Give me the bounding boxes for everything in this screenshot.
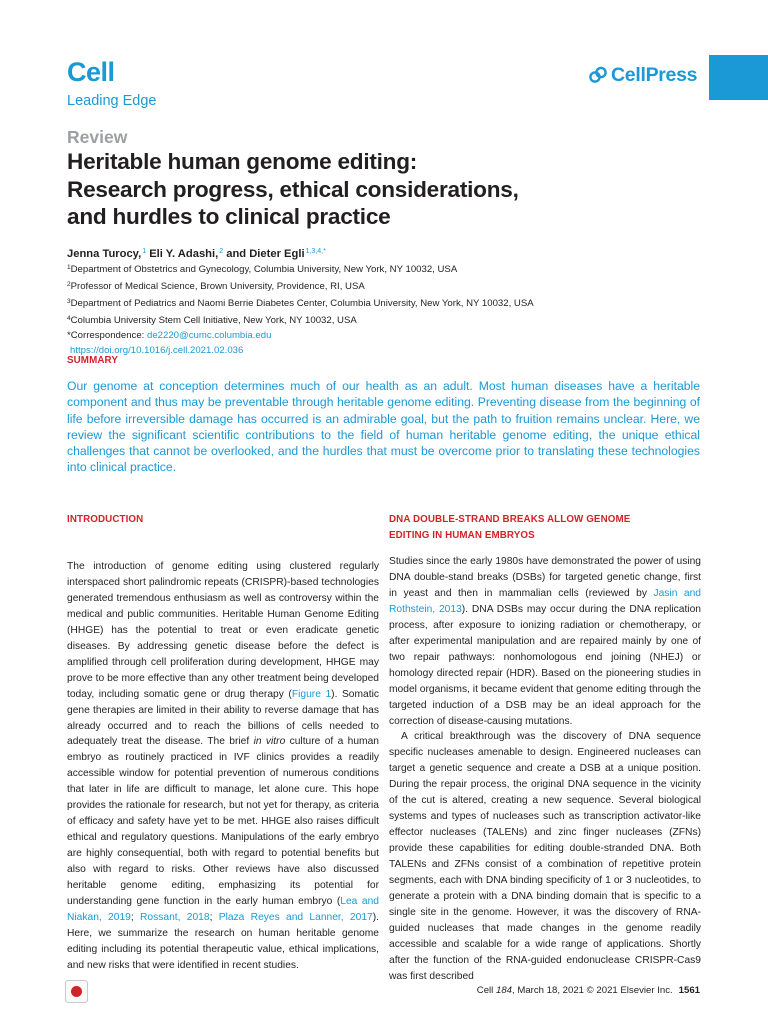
title-line: Research progress, ethical considerations, [67,176,519,202]
left-column [67,512,379,974]
summary-text: Our genome at conception determines much of our health as an adult. Most human diseases have a heritable component and thus may be preventable through heritable genome editing. Preventing disease from the beginning of life before irreversible damage has occurred is an admirable goal, but the path to fruition remains unclear. Here, we review the significant scientific contributions to the field of human heritable genome editing, the unique ethical challenges that cannot be overlooked, and the hurdles that must be overcome prior to translating these technologies into clinical practice. [67,379,700,475]
affiliation-sup: 3 [67,298,71,305]
affiliation-text: Columbia University Stem Cell Initiative, New York, NY 10032, USA [70,315,357,326]
affiliations [67,260,534,358]
figure-1-link[interactable]: Figure 1 [291,688,332,700]
affiliation [67,294,534,311]
affiliation-sup: 1 [67,264,71,271]
reference-link[interactable]: Plaza Reyes and Lanner, 2017 [218,911,373,923]
footer-volume: 184 [495,985,512,996]
affiliation [67,260,534,277]
summary-heading: SUMMARY [67,355,118,366]
affiliation-text: Department of Pediatrics and Naomi Berrie Diabetes Center, Columbia University, New York, NY 10032, USA [70,298,534,309]
correspondence-label: *Correspondence: [67,330,147,341]
author-name[interactable]: and Dieter Egli [223,248,305,260]
text-run: culture of a human embryo as routinely practiced in IVF clinics provides a readily accessible window for potential prevention of numerous conditions that later in life are difficult to manage, let alone cure. This hope provides the rationale for research, but not yet for therapy, as criteria of efficacy and safety have yet to be met. HHGE also raises difficult ethical and regulatory questions. Manipulations of the early embryo are highly consequential, both with regard to potential benefits but also with regard to risks. Other reviews have also discussed heritable genome editing, emphasizing its potential for understanding gene function in the early human embryo ( [67,736,379,908]
introduction-heading: INTRODUCTION [67,514,144,525]
correspondence-email-link[interactable]: de2220@cumc.columbia.edu [147,330,272,341]
author-name[interactable]: Eli Y. Adashi, [146,248,219,260]
publisher-name: CellPress [611,64,698,86]
corner-tab [709,55,768,100]
text-run: ; [209,911,219,923]
author-sup[interactable]: 1,3,4,* [305,248,326,255]
affiliation [67,311,534,328]
affiliation [67,277,534,294]
text-run-italic: in vitro [253,736,286,748]
text-run: ). Here, we summarize the research on human heritable genome editing including its potential therapeutic value, ethical implications, and new risks that were identified in recent studies. [67,911,379,971]
introduction-paragraph [67,559,379,974]
cellpress-logo-icon [588,65,608,85]
footer-citation: Cell [476,985,496,996]
check-for-updates-icon[interactable] [65,980,88,1003]
page-footer [430,984,700,998]
section-name: Leading Edge [67,93,157,109]
text-run: The introduction of genome editing using clustered regularly interspaced short palindromic repeats (CRISPR)-based technologies generated tremendous enthusiasm as well as controversy within the medical and public communities. Heritable Human Genome Editing (HHGE) has the potential to treat or even eradicate genetic diseases. By addressing genetic disease before the defect is amplified through cell proliferation during development, HHGE may prove to be more effective than any other treatment being developed today, including somatic gene or drug therapy ( [67,561,379,700]
author-sup[interactable]: 1 [142,248,147,255]
affiliation-sup: 4 [67,315,71,322]
text-run: ). DNA DSBs may occur during the DNA replication process, after exposure to ionizing radiation or chemotherapy, or after experimental manipulation and are repaired mainly by one of two repair pathways: nonhomologous end joining (NHEJ) or homology directed repair (HDR). Based on the pioneering studies in model organisms, it became evident that genome editing through the targeted induction of a DSB may be an ideal approach for the correction of disease-causing mutations. [389,603,701,727]
dsb-paragraph [389,554,701,729]
doi-link[interactable]: https://doi.org/10.1016/j.cell.2021.02.036 [70,345,244,356]
dsb-section-heading [389,512,701,544]
badge-dot [71,986,82,997]
text-run: ). Somatic gene therapies are limited in their ability to reverse damage that has already occurred and to reach the billions of cells needed to adequately treat the disease. The brief [67,688,379,748]
affiliation-text: Department of Obstetrics and Gynecology, Columbia University, New York, NY 10032, USA [70,264,458,275]
title-line: Heritable human genome editing: [67,149,418,174]
right-column [389,512,701,985]
affiliation-sup: 2 [67,281,71,288]
text-run: Studies since the early 1980s have demonstrated the power of using DNA double-stand breaks (DSBs) for targeted genetic change, first in yeast and then in mammalian cells (reviewed by [389,556,701,599]
affiliation-text: Professor of Medical Science, Brown University, Providence, RI, USA [70,281,365,292]
publisher-logo[interactable] [588,64,697,86]
page-number: 1561 [678,985,700,996]
footer-citation: , March 18, 2021 © 2021 Elsevier Inc. [512,985,673,996]
author-name[interactable]: Jenna Turocy, [67,248,142,260]
reference-link[interactable]: Jasin and Rothstein, 2013 [389,587,701,615]
title-line: and hurdles to clinical practice [67,204,391,229]
text-run: ; [130,911,141,923]
journal-name: Cell [67,57,115,87]
reference-link[interactable]: Lea and Niakan, 2019 [67,896,379,923]
article-title [67,148,707,231]
dsb-paragraph: A critical breakthrough was the discovery of DNA sequence specific nucleases amenable to design. Engineered nucleases can target a genetic sequence and create a DSB at a unique position. During the repair process, the original DNA sequence in the vicinity of the cut is altered, creating a new sequence. Several biological systems and types of nucleases such as transcription activator-like effector nucleases (TALENs) and zinc finger nucleases (ZFNs) provide these capabilities for editing double-stranded DNA. Both TALENs and ZFNs consist of a combination of repetitive protein segments, each with DNA binding specificity of 1 or 3 nucleotides, to generate a protein with a DNA binding domain that is specific to a single site in the genome. However, it was the discovery of RNA-guided nucleases that made changes in the genome readily accessible and scalable for a wide range of applications. Shortly after the function of the RNA-guided endonuclease CRISPR-Cas9 was first described [389,731,701,982]
correspondence [67,328,534,343]
heading-line: EDITING IN HUMAN EMBRYOS [389,530,535,541]
reference-link[interactable]: Rossant, 2018 [140,911,210,923]
article-type: Review [67,127,128,147]
heading-line: DNA DOUBLE-STRAND BREAKS ALLOW GENOME [389,514,631,525]
author-sup[interactable]: 2 [219,248,224,255]
